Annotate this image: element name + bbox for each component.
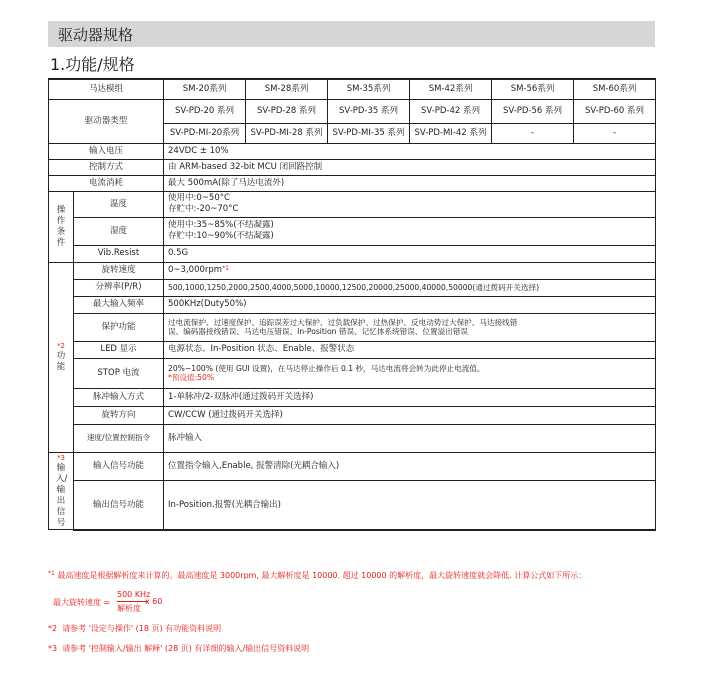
temperature-row — [49, 191, 656, 217]
pulse-input-label: 脉冲输入方式 — [74, 388, 164, 406]
driver-mi-model: - — [492, 123, 574, 143]
motor-model: SM-20系列 — [164, 79, 246, 99]
temperature-label: 温度 — [74, 191, 164, 217]
footnote-1-mark: *1 — [48, 570, 55, 577]
led-row — [49, 341, 656, 358]
temperature-line-1: 使用中:0~50°C — [168, 193, 230, 204]
footnote-1 — [48, 570, 586, 581]
output-signal-value: In-Position.报警(光耦合输出) — [164, 481, 656, 530]
footnote-1-text: 最高速度是根据解析度来计算的。最高速度是 3000rpm, 最大解析度是 10000. 超过 10000 的解析度，最大旋转速度就会降低. 计算公式如下所示： — [57, 571, 587, 580]
footnote-2 — [48, 623, 221, 634]
temperature-line-2: 存贮中:-20~70°C — [168, 204, 239, 214]
footnote-3-text: 请参考 '控制输入/输出 解释' (28 页) 有详细的输入/输出信号资料说明 — [62, 644, 310, 653]
driver-mi-model: SV-PD-MI-35 系列 — [328, 123, 410, 143]
control-method-label: 控制方式 — [49, 159, 164, 175]
driver-model: SV-PD-28 系列 — [246, 99, 328, 123]
output-signal-row — [49, 481, 656, 530]
formula-lhs: 最大旋转速度 = — [53, 598, 111, 607]
driver-model: SV-PD-60 系列 — [574, 99, 656, 123]
stop-current-label: STOP 电流 — [74, 358, 164, 388]
motor-model: SM-28系列 — [246, 79, 328, 99]
humidity-line-2: 存贮中:10~90%(不结凝露) — [168, 231, 274, 241]
resolution-label: 分辨率(P/R) — [74, 279, 164, 296]
input-voltage-row — [49, 143, 656, 159]
rotation-dir-value: CW/CCW (通过拨码开关选择) — [164, 406, 656, 424]
rotation-speed-label: 旋转速度 — [74, 262, 164, 279]
header-bar — [48, 21, 655, 47]
output-signal-label: 输出信号功能 — [74, 481, 164, 530]
formula-denominator: 解析度 — [117, 604, 141, 613]
footnote-2-text: 请参考 '设定与操作' (18 页) 有功能资料说明 — [62, 624, 222, 633]
stop-current-row — [49, 358, 656, 388]
control-method-row — [49, 159, 656, 175]
stop-current-line-1: 20%~100% (使用 GUI 设置)，在马达停止操作后 0.1 秒，马达电流将会转为此停止电流值。 — [168, 363, 485, 373]
humidity-row — [49, 217, 656, 245]
current-consumption-row — [49, 175, 656, 191]
driver-model: SV-PD-35 系列 — [328, 99, 410, 123]
speed-pos-cmd-row — [49, 424, 656, 452]
environment-group-label — [49, 191, 74, 262]
function-group-label — [49, 262, 74, 452]
led-value: 电源状态、In-Position 状态、Enable、报警状态 — [164, 341, 656, 358]
control-method-value: 由 ARM-based 32-bit MCU 闭回路控制 — [164, 159, 656, 175]
protection-row — [49, 313, 656, 341]
speed-formula — [53, 590, 253, 616]
rotation-speed-value: 0~3,000rpm — [168, 265, 223, 276]
driver-model: SV-PD-42 系列 — [410, 99, 492, 123]
footnote-2-mark: *2 — [48, 624, 58, 633]
io-group-label — [49, 452, 74, 530]
motor-row — [49, 79, 656, 99]
rotation-speed-mark: *1 — [222, 265, 229, 273]
driver-mi-model: - — [574, 123, 656, 143]
io-group-mark: *3 — [57, 453, 65, 462]
spec-table — [48, 78, 656, 531]
motor-model: SM-56系列 — [492, 79, 574, 99]
max-input-freq-value: 500KHz(Duty50%) — [164, 296, 656, 313]
footnote-3 — [48, 643, 309, 654]
protection-value — [164, 313, 656, 341]
protection-label: 保护功能 — [74, 313, 164, 341]
vibration-label: Vib.Resist — [74, 245, 164, 262]
protection-line-2: 误、编码器接线错误、马达电压错误、In-Position 错误、记忆体系统错误、位置溢出错误 — [168, 327, 468, 336]
input-signal-value: 位置指令输入,Enable, 报警清除(光耦合输入) — [164, 452, 656, 481]
footnote-3-mark: *3 — [48, 644, 58, 653]
driver-type-label: 驱动器类型 — [49, 99, 164, 143]
rotation-dir-label: 旋转方向 — [74, 406, 164, 424]
speed-pos-cmd-label: 速度/位置控制指令 — [74, 424, 164, 452]
input-voltage-label: 输入电压 — [49, 143, 164, 159]
humidity-line-1: 使用中:35~85%(不结凝露) — [168, 220, 274, 231]
input-signal-label: 输入信号功能 — [74, 452, 164, 481]
stop-current-value — [164, 358, 656, 388]
motor-model: SM-35系列 — [328, 79, 410, 99]
function-group-mark: *2 — [57, 341, 65, 350]
driver-mi-model: SV-PD-MI-28 系列 — [246, 123, 328, 143]
environment-group-text: 操作条件 — [56, 204, 66, 248]
rotation-speed-value-cell — [164, 262, 656, 279]
input-voltage-value: 24VDC ± 10% — [164, 143, 656, 159]
stop-current-default: *预设值:50% — [168, 373, 215, 382]
formula-rhs: x 60 — [145, 597, 163, 606]
driver-model: SV-PD-56 系列 — [492, 99, 574, 123]
current-consumption-label: 电流消耗 — [49, 175, 164, 191]
protection-line-1: 过电流保护、过速度保护、追踪误差过大保护、过负载保护、过热保护、反电动势过大保护、马达接线错 — [168, 317, 518, 327]
io-group-text: 输入/输出信号 — [56, 463, 68, 529]
input-signal-row — [49, 452, 656, 481]
max-input-freq-row — [49, 296, 656, 313]
speed-pos-cmd-value: 脉冲输入 — [164, 424, 656, 452]
pulse-input-row — [49, 388, 656, 406]
max-input-freq-label: 最大输入频率 — [74, 296, 164, 313]
fraction-bar — [117, 601, 147, 602]
function-group-text: 功能 — [56, 351, 66, 373]
vibration-row — [49, 245, 656, 262]
motor-label: 马达模组 — [49, 79, 164, 99]
driver-mi-model: SV-PD-MI-20系列 — [164, 123, 246, 143]
humidity-label: 湿度 — [74, 217, 164, 245]
pulse-input-value: 1-单脉冲/2-双脉冲(通过拨码开关选择) — [164, 388, 656, 406]
motor-model: SM-42系列 — [410, 79, 492, 99]
driver-row-1 — [49, 99, 656, 123]
led-label: LED 显示 — [74, 341, 164, 358]
rotation-dir-row — [49, 406, 656, 424]
current-consumption-value: 最大 500mA(除了马达电流外) — [164, 175, 656, 191]
section-title: 1.功能/规格 — [50, 55, 135, 74]
temperature-value — [164, 191, 656, 217]
formula-numerator: 500 KHz — [117, 590, 151, 599]
resolution-row — [49, 279, 656, 296]
header-title: 驱动器规格 — [58, 26, 134, 44]
rotation-speed-row — [49, 262, 656, 279]
humidity-value — [164, 217, 656, 245]
driver-model: SV-PD-20 系列 — [164, 99, 246, 123]
driver-mi-model: SV-PD-MI-42 系列 — [410, 123, 492, 143]
vibration-value: 0.5G — [164, 245, 656, 262]
motor-model: SM-60系列 — [574, 79, 656, 99]
resolution-value: 500,1000,1250,2000,2500,4000,5000,10000,12500,20000,25000,40000,50000(通过拨码开关选择) — [164, 279, 656, 296]
